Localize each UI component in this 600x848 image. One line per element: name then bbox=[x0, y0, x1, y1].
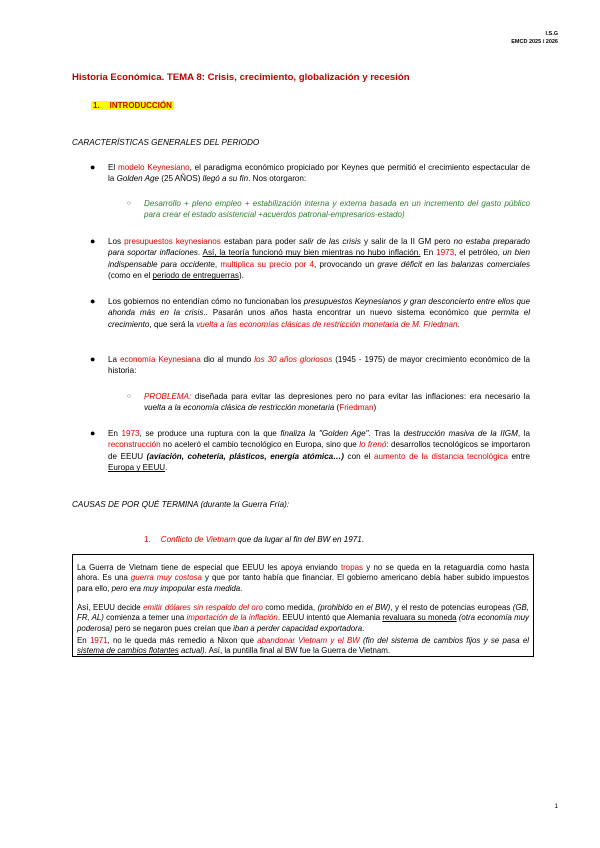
page-header bbox=[511, 30, 558, 46]
bullet-icon: ● bbox=[90, 162, 96, 172]
bullet-paragraph-governments: Los gobiernos no entendían cómo no funcionaban los presupuestos Keynesianos y gran desconcierto entre ellos que ahonda más en la crisis.. Pasarán unos años hasta encontrar un nuevo sistema económico que permita el crecimiento, que será la vuelta a las economías clásicas de restricción monetaria de M. Friedman. bbox=[108, 297, 531, 329]
sub-bullet-icon: ○ bbox=[127, 200, 131, 207]
bullet-icon: ● bbox=[90, 236, 96, 246]
box-paragraph-war-cost: La Guerra de Vietnam tiene de especial que EEUU les apoya enviando tropas y no se queda en la retaguardia como hasta ahora. Es una guerra muy costosa y que por tanto había que financiar. El gobierno americano debía haber subido impuestos para ello, pero era muy impopular esta medida. bbox=[77, 563, 530, 593]
header-institution: I.S.G bbox=[545, 31, 558, 37]
section-heading-introduccion bbox=[91, 101, 174, 110]
header-course: EMCD 2025 / 2026 bbox=[511, 39, 558, 45]
sub-bullet-icon: ○ bbox=[127, 393, 131, 400]
box-paragraph-dollar-emission: Así, EEUU decide emitir dólares sin respaldo del oro como medida, (prohibido en el BW), y el resto de potencias europeas (GB, FR, AL) comienza a temer una importación de la inflación. EEUU intentó que Alemania revaluara su moneda (otra economía muy poderosa) pero se negaron pues creían que iban a perder capacidad exportadora. bbox=[77, 603, 529, 633]
bullet-paragraph-keynesian-budgets: Los presupuestos keynesianos estaban para poder salir de las crisis y salir de la II GM pero no estaba preparado para soportar inflaciones. Así, la teoría funcionó muy bien mientras no hubo inflación. En 1973, el petróleo, un bien indispensable para occidente, multiplica su precio por 4, provocando un grave déficit en las balanzas comerciales (como en el periodo de entreguerras). bbox=[108, 237, 531, 281]
bullet-icon: ● bbox=[90, 354, 96, 364]
page-number: 1 bbox=[554, 803, 558, 810]
bullet-icon: ● bbox=[90, 428, 96, 438]
sub-bullet-problem: PROBLEMA: diseñada para evitar las depresiones pero no para evitar las inflaciones: era necesario la vuelta a la economía clásica de restricción monetaria (Friedman) bbox=[144, 392, 530, 413]
box-paragraph-nixon: En 1971, no le queda más remedio a Nixon que abandonar Vietnam y el BW (fin del sistema de cambios fijos y se pasa el sistema de cambios flotantes actual). Así, la puntilla final al BW fue la Guerra de Vietnam. bbox=[77, 636, 530, 656]
document-title: Historia Económica. TEMA 8: Crisis, crecimiento, globalización y recesión bbox=[72, 72, 410, 83]
bullet-paragraph-glorious-years: La economía Keynesiana dio al mundo los 30 años gloriosos (1945 - 1975) de mayor crecimiento económico de la historia: bbox=[108, 355, 530, 376]
bullet-paragraph-keynesian-model: El modelo Keynesiano, el paradigma económico propiciado por Keynes que permitió el crecimiento espectacular de la Golden Age (25 AÑOS) llegó a su fin. Nos otorgaron: bbox=[108, 163, 531, 184]
sub-bullet-outcomes: Desarrollo + pleno empleo + estabilización interna y externa basada en un incremento del gasto público para crear el estado asistencial +acuerdos patronal-empresarios-estado) bbox=[144, 199, 530, 220]
subheading-caracteristicas: CARACTERÍSTICAS GENERALES DEL PERIODO bbox=[72, 138, 260, 147]
subheading-causas: CAUSAS DE POR QUÉ TERMINA (durante la Guerra Fría): bbox=[72, 500, 290, 509]
bullet-icon: ● bbox=[90, 296, 96, 306]
bullet-paragraph-1973-rupture: En 1973, se produce una ruptura con la que finaliza la "Golden Age". Tras la destrucción masiva de la IIGM, la reconstrucción no aceleró el cambio tecnológico en Europa, sino que lo frenó: desarrollos tecnológicos se importaron de EEUU (aviación, cohetería, plásticos, energía atómica…) con el aumento de la distancia tecnológica entre Europa y EEUU. bbox=[108, 429, 531, 473]
section-label: INTRODUCCIÓN bbox=[109, 101, 172, 110]
section-number: 1. bbox=[93, 101, 100, 110]
cause-item-vietnam: 1. Conflicto de Vietnam que da lugar al fin del BW en 1971. bbox=[144, 535, 364, 544]
